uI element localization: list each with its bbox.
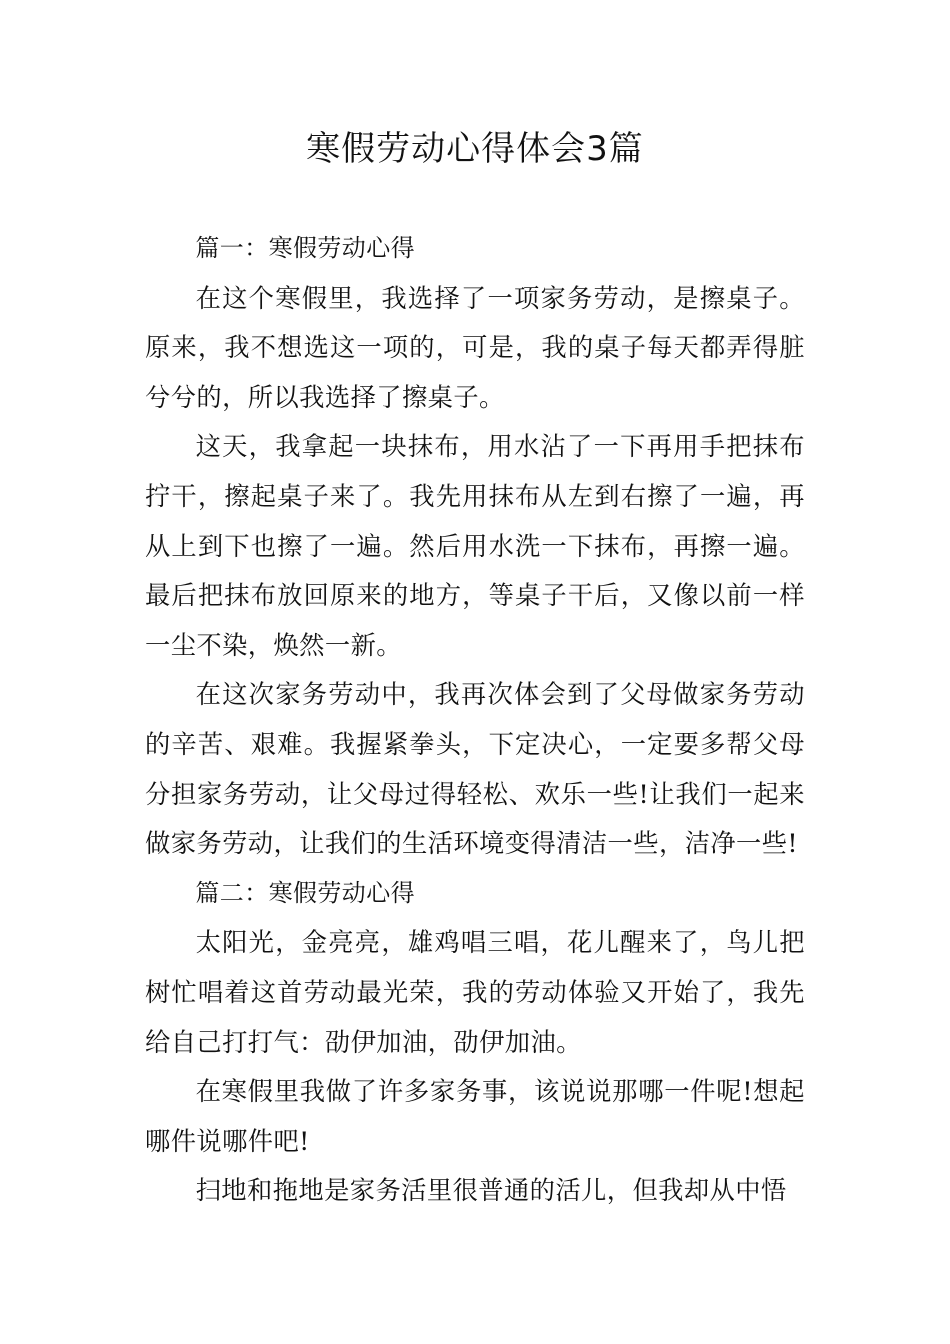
section-heading: 篇一：寒假劳动心得 (195, 234, 415, 262)
paragraph: 太阳光，金亮亮，雄鸡唱三唱，花儿醒来了，鸟儿把树忙唱着这首劳动最光荣，我的劳动体验又开始了，我先给自己打打气：劭伊加油，劭伊加油。 (145, 928, 805, 1057)
paragraph: 这天，我拿起一块抹布，用水沾了一下再用手把抹布拧干，擦起桌子来了。我先用抹布从左到右擦了一遍，再从上到下也擦了一遍。然后用水洗一下抹布，再擦一遍。最后把抹布放回原来的地方，等桌子干后，又像以前一样一尘不染，焕然一新。 (145, 432, 805, 660)
paragraph: 在这次家务劳动中，我再次体会到了父母做家务劳动的辛苦、艰难。我握紧拳头，下定决心，一定要多帮父母分担家务劳动，让父母过得轻松、欢乐一些!让我们一起来做家务劳动，让我们的生活环境变得清洁一些，洁净一些! (145, 680, 805, 859)
paragraph: 在寒假里我做了许多家务事，该说说那哪一件呢!想起哪件说哪件吧! (145, 1077, 805, 1156)
section-heading: 篇二：寒假劳动心得 (195, 878, 415, 907)
document-body (145, 224, 805, 1216)
paragraph: 在这个寒假里，我选择了一项家务劳动，是擦桌子。原来，我不想选这一项的，可是，我的桌子每天都弄得脏兮兮的，所以我选择了擦桌子。 (145, 283, 805, 412)
paragraph: 扫地和拖地是家务活里很普通的活儿，但我却从中悟 (195, 1176, 787, 1206)
document-title: 寒假劳动心得体会3篇 (306, 129, 644, 169)
